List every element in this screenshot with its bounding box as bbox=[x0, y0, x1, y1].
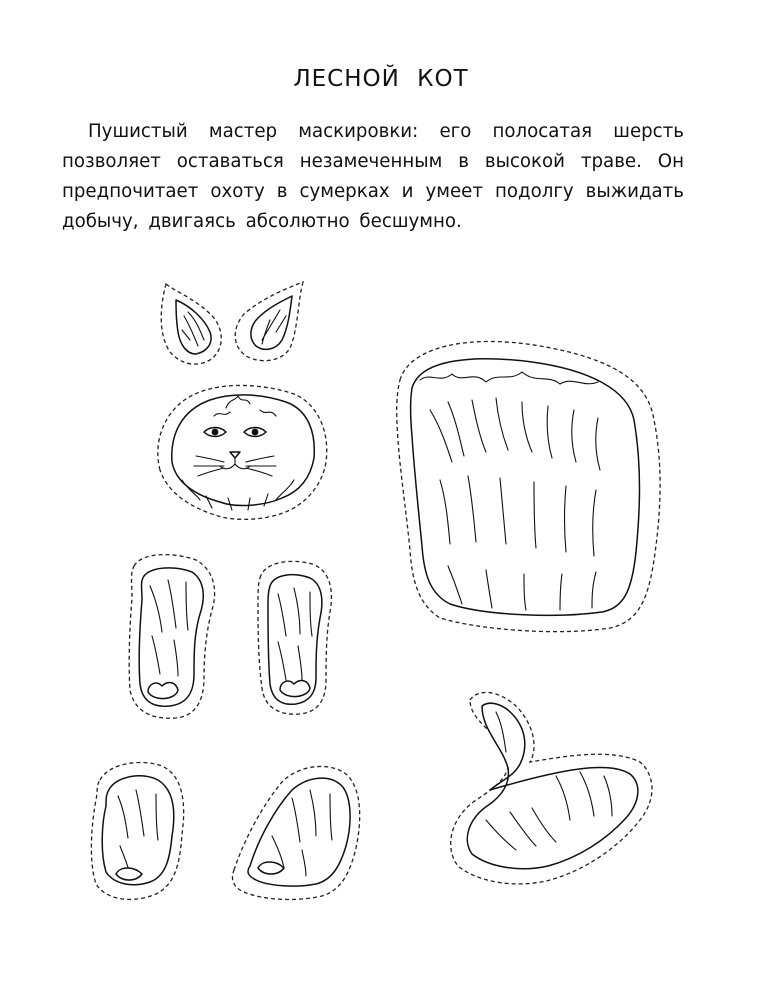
front-leg-left-piece bbox=[129, 555, 214, 719]
page-title: ЛЕСНОЙ КОТ bbox=[293, 66, 469, 92]
page-description: Пушистый мастер маскировки: его полосатая шерсть позволяет оставаться незамеченным в высокой траве. Он предпочитает охоту в сумерках и умеет подолгу выжидать добычу, двигаясь абсолютно бесшумно. bbox=[62, 121, 684, 232]
hind-leg-right-piece bbox=[232, 766, 359, 899]
cat-body-piece bbox=[397, 341, 660, 631]
left-ear-piece bbox=[161, 284, 221, 364]
cat-head-piece bbox=[158, 385, 327, 519]
right-ear-piece bbox=[235, 282, 303, 361]
front-leg-right-piece bbox=[258, 561, 331, 714]
hind-leg-left-piece bbox=[91, 762, 183, 899]
tail-piece bbox=[451, 692, 652, 883]
